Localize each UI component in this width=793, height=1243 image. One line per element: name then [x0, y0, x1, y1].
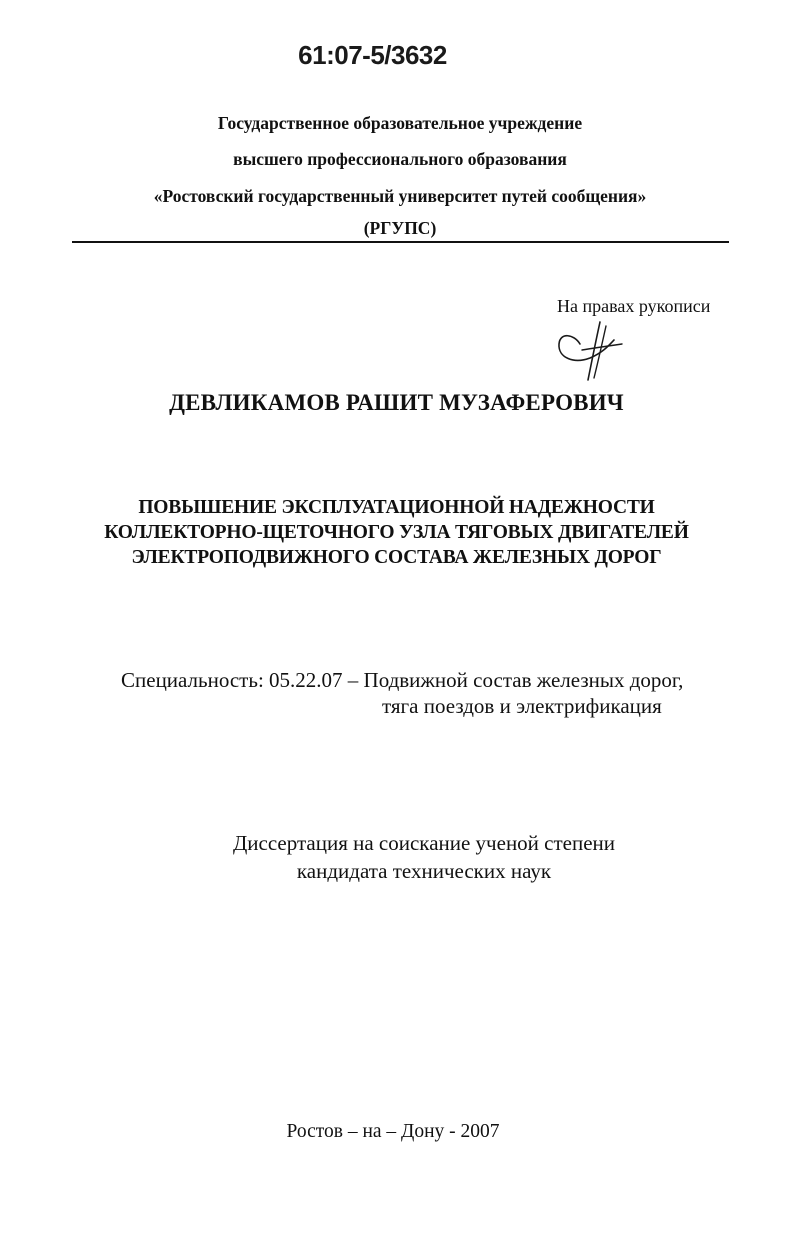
dissertation-title-line-3: ЭЛЕКТРОПОДВИЖНОГО СОСТАВА ЖЕЛЕЗНЫХ ДОРОГ — [131, 547, 662, 568]
author-name: ДЕВЛИКАМОВ РАШИТ МУЗАФЕРОВИЧ — [169, 390, 624, 415]
degree-line-2: кандидата технических наук — [296, 859, 552, 883]
degree-line-1: Диссертация на соискание ученой степени — [232, 831, 616, 855]
specialty-line-2: тяга поездов и электрификация — [382, 694, 662, 718]
signature-icon — [552, 318, 632, 386]
header-divider — [72, 241, 729, 243]
dissertation-title-line-2: КОЛЛЕКТОРНО-ЩЕТОЧНОГО УЗЛА ТЯГОВЫХ ДВИГАТЕЛЕЙ — [104, 522, 689, 543]
catalog-code: 61:07-5/3632 — [298, 40, 447, 70]
specialty-line-1: Специальность: 05.22.07 – Подвижной состав железных дорог, — [121, 668, 684, 692]
institution-line-3: «Ростовский государственный университет путей сообщения» — [153, 186, 647, 206]
city-year: Ростов – на – Дону - 2007 — [286, 1121, 500, 1142]
institution-line-2: высшего профессионального образования — [233, 149, 567, 169]
dissertation-title-line-1: ПОВЫШЕНИЕ ЭКСПЛУАТАЦИОННОЙ НАДЕЖНОСТИ — [138, 497, 655, 518]
institution-abbreviation: (РГУПС) — [363, 218, 437, 238]
institution-line-1: Государственное образовательное учреждение — [217, 113, 583, 133]
manuscript-note: На правах рукописи — [557, 296, 711, 316]
